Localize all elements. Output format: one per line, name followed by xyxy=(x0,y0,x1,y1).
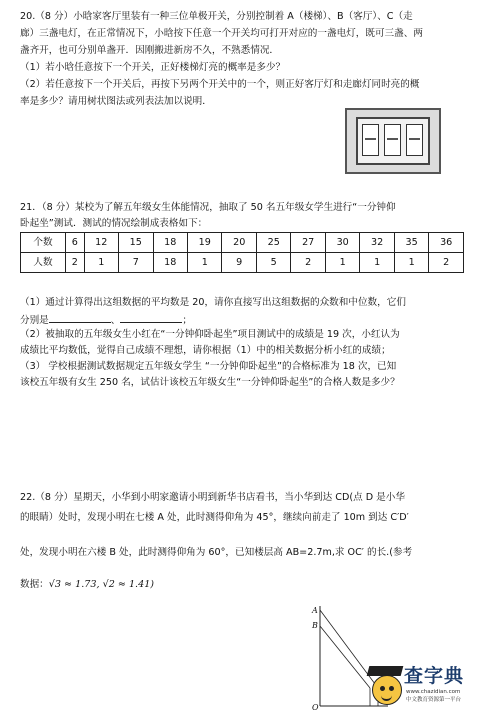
table-cell: 9 xyxy=(222,253,256,273)
light-switch-image xyxy=(345,108,441,174)
table-cell: 25 xyxy=(256,233,290,253)
table-row-people xyxy=(21,253,464,273)
table-row-count xyxy=(21,233,464,253)
q21-part2-line-1: （2）被抽取的五年级女生小红在“一分钟仰卧起坐”项目测试中的成绩是 19 次，小红认为 xyxy=(20,329,400,340)
table-cell: 1 xyxy=(360,253,394,273)
q21-line-1: 21．（8 分）某校为了解五年级女生体能情况，抽取了 50 名五年级女学生进行“一分钟仰 xyxy=(20,202,396,213)
q21-part1-line-1: （1）通过计算得出这组数据的平均数是 20，请你直接写出这组数据的众数和中位数，它们 xyxy=(20,297,406,308)
q21-part1-prefix: 分别是 xyxy=(20,315,49,326)
q20-line-5: （2）若任意按下一个开关后，再按下另两个开关中的一个，则正好客厅灯和走廊灯同时亮的概 xyxy=(20,79,420,90)
table-cell: 7 xyxy=(119,253,153,273)
q20-line-1: 20.（8 分）小晗家客厅里装有一种三位单极开关，分别控制着 A（楼梯）、B（客厅）、C（走 xyxy=(20,11,413,22)
point-o-label: O xyxy=(312,703,319,712)
point-a-label: A xyxy=(312,606,318,615)
logo-slogan: 中文教育资源第一平台 xyxy=(406,697,462,703)
table-cell: 35 xyxy=(394,233,428,253)
logo-url: www.chazidian.com xyxy=(406,689,461,695)
q20-line-3: 盏齐开，也可分别单盏开．因刚搬进新房不久，不熟悉情况． xyxy=(20,45,280,56)
q22-ref-prefix: 数据： xyxy=(20,579,49,590)
table-cell: 2 xyxy=(429,253,464,273)
table-cell: 36 xyxy=(429,233,464,253)
table-cell: 5 xyxy=(256,253,290,273)
switch-plate xyxy=(356,117,430,165)
table-cell: 个数 xyxy=(21,233,66,253)
switch-rocker-a xyxy=(362,124,379,156)
mascot-mouth xyxy=(381,694,392,701)
table-cell: 6 xyxy=(66,233,85,253)
table-cell: 18 xyxy=(153,233,187,253)
q21-part1-line-2 xyxy=(20,314,192,326)
table-cell: 1 xyxy=(188,253,222,273)
table-cell: 人数 xyxy=(21,253,66,273)
q22-line-2: 的眼睛）处时，发现小明在七楼 A 处，此时测得仰角为 45°，继续向前走了 10m 到达 C′D′ xyxy=(20,512,409,523)
q21-part3-line-1: （3） 学校根据测试数据规定五年级女学生 “一分钟仰卧起坐”的合格标准为 18 次，已知 xyxy=(20,361,397,372)
answer-blank-mode xyxy=(49,314,111,323)
switch-rocker-c xyxy=(406,124,423,156)
q21-part3-line-2: 该校五年级有女生 250 名，试估计该校五年级女生“一分钟仰卧起坐”的合格人数是多少？ xyxy=(20,377,400,388)
switch-rocker-b xyxy=(384,124,401,156)
q22-line-4 xyxy=(20,580,154,590)
q20-line-2: 廊）三盏电灯，在正常情况下，小晗按下任意一个开关均可打开对应的一盏电灯，既可三盏、两 xyxy=(20,28,423,39)
chazidian-logo xyxy=(370,665,480,711)
table-cell: 2 xyxy=(66,253,85,273)
q22-ref-math: √3 ≈ 1.73, √2 ≈ 1.41) xyxy=(48,579,155,590)
situp-data-table xyxy=(20,232,464,273)
table-cell: 1 xyxy=(394,253,428,273)
q20-line-6: 率是多少？请用树状图法或列表法加以说明． xyxy=(20,96,212,107)
answer-blank-median xyxy=(120,314,182,323)
table-cell: 2 xyxy=(291,253,325,273)
q20-line-4: （1）若小晗任意按下一个开关，正好楼梯灯亮的概率是多少？ xyxy=(20,62,286,73)
q21-part2-line-2: 成绩比平均数低，觉得自己成绩不理想，请你根据（1）中的相关数据分析小红的成绩； xyxy=(20,345,391,356)
table-cell: 19 xyxy=(188,233,222,253)
mascot-eye xyxy=(380,686,385,691)
sightline-to-b xyxy=(320,626,370,688)
mascot-eye xyxy=(389,686,394,691)
table-cell: 27 xyxy=(291,233,325,253)
q22-line-3: 处，发现小明在六楼 B 处，此时测得仰角为 60°，已知楼层高 AB=2.7m,求 OC′ 的长.(参考 xyxy=(20,547,413,558)
table-cell: 1 xyxy=(84,253,118,273)
table-cell: 20 xyxy=(222,233,256,253)
q22-line-1: 22.（8 分）星期天，小华到小明家邀请小明到新华书店看书，当小华到达 CD(点 D 是小华 xyxy=(20,492,405,503)
table-cell: 12 xyxy=(84,233,118,253)
q21-line-2: 卧起坐”测试．测试的情况绘制成表格如下： xyxy=(20,218,208,229)
table-cell: 30 xyxy=(325,233,359,253)
table-cell: 1 xyxy=(325,253,359,273)
point-b-label: B xyxy=(312,621,318,630)
logo-title: 查字典 xyxy=(404,665,465,687)
mascot-face-icon xyxy=(372,675,402,705)
table-cell: 18 xyxy=(153,253,187,273)
q21-part1-end: ； xyxy=(182,315,192,326)
q21-part1-sep: 、 xyxy=(110,315,121,326)
table-cell: 15 xyxy=(119,233,153,253)
graduation-cap-icon xyxy=(367,666,404,676)
table-cell: 32 xyxy=(360,233,394,253)
